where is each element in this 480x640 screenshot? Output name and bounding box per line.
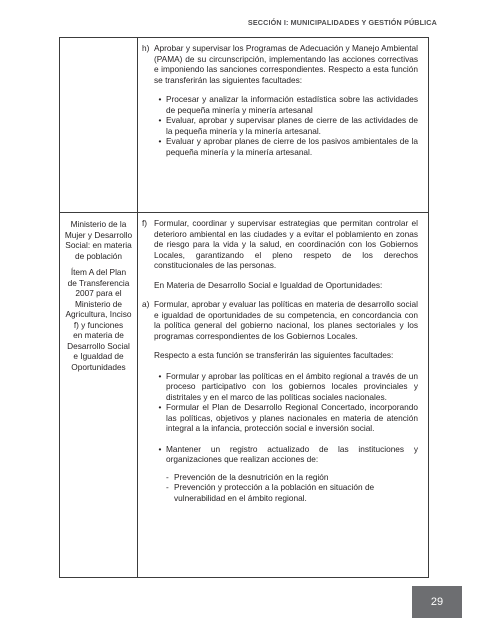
bullet-icon: • xyxy=(158,370,162,381)
dash-item xyxy=(142,482,418,503)
bullet-item xyxy=(142,371,418,403)
entity-line: 2007 para el xyxy=(75,288,122,298)
item-text: Formular, coordinar y supervisar estrategias que permitan controlar el deterioro ambiental en las ciudades y a evitar el poblamiento en zonas de riesgo para la vida y la salud, en coordinación con los Gobiernos Locales, garantizando el pleno respeto de los derechos constitucionales de las personas. xyxy=(154,218,418,270)
bullet-icon: • xyxy=(158,115,162,125)
bullet-text: Evaluar y aprobar planes de cierre de los pasivos ambientales de la pequeña minería y la minería artesanal. xyxy=(166,136,418,157)
item-label: a) xyxy=(142,299,150,309)
entity-line: f) y funciones xyxy=(73,319,124,330)
dash-icon: - xyxy=(166,471,169,482)
list-item-h xyxy=(142,43,418,85)
bullet-item xyxy=(142,136,418,157)
entity-line: Mujer y Desarrollo xyxy=(64,229,133,240)
list-item-a xyxy=(142,299,418,341)
section-header: SECCIÓN I: MUNICIPALIDADES Y GESTIÓN PÚBLICA xyxy=(247,18,437,27)
item-text: Formular, aprobar y evaluar las políticas en materia de desarrollo social e igualdad de oportunidades de su competencia, en concordancia con la política general del gobierno nacional, los planes sectoriales y los programas correspondientes de los Gobiernos Locales. xyxy=(154,299,418,341)
entity-line: Desarrollo Social xyxy=(67,340,130,351)
entity-line: Ministerio de la xyxy=(70,219,127,229)
bullet-icon: • xyxy=(158,136,162,146)
item-label: h) xyxy=(142,43,150,53)
dash-text: Prevención de la desnutrición en la región xyxy=(174,471,329,482)
bullet-icon: • xyxy=(158,402,162,412)
bullet-icon: • xyxy=(158,94,162,104)
bullet-icon: • xyxy=(158,443,162,454)
subheading: En Materia de Desarrollo Social e Igualdad de Oportunidades: xyxy=(154,279,383,290)
row2-left-cell xyxy=(60,213,138,578)
entity-line: de Transferencia xyxy=(67,277,130,288)
bullet-item xyxy=(142,94,418,115)
bullet-text: Mantener un registro actualizado de las instituciones y organizaciones que realizan acciones de: xyxy=(166,443,418,464)
bullet-text: Formular el Plan de Desarrollo Regional Concertado, incorporando las políticas, objetivos y planes nacionales en materia de atención integral a la infancia, protección social e inversión social. xyxy=(166,402,418,433)
bullet-item xyxy=(142,115,418,136)
table-row xyxy=(60,213,429,578)
item-label: f) xyxy=(142,218,148,228)
entity-line: Ministerio de xyxy=(74,298,123,309)
page-number: 29 xyxy=(412,586,462,618)
entity-line: Social: en materia xyxy=(65,240,132,250)
content-table xyxy=(59,37,429,578)
bullet-text: Evaluar, aprobar y supervisar planes de cierre de las actividades de la pequeña minería y la minería artesanal. xyxy=(166,115,418,136)
respecto-text: Respecto a esta función se transferirán las siguientes facultades: xyxy=(154,350,394,360)
dash-text: Prevención y protección a la población en situación de vulnerabilidad en el ámbito regional. xyxy=(174,482,375,503)
table-row xyxy=(60,38,429,213)
row1-left-cell xyxy=(60,38,138,213)
entity-line: de población xyxy=(74,250,123,261)
item-text: Aprobar y supervisar los Programas de Adecuación y Manejo Ambiental (PAMA) de su circunscripción, implementando las acciones correctivas e imponiendo las sanciones correspondientes. Respecto a esta función se transferirán las siguientes facultades: xyxy=(154,43,418,85)
bullet-text: Procesar y analizar la información estadística sobre las actividades de pequeña minería y minería artesanal xyxy=(166,94,418,115)
bullet-item xyxy=(142,402,418,434)
dash-item xyxy=(142,472,418,483)
row1-right-cell xyxy=(138,38,429,213)
bullet-text: Formular y aprobar las políticas en el ámbito regional a través de un proceso participativo con los gobiernos locales provinciales y distritales y en el marco de las políticas sociales nacionales. xyxy=(166,370,418,402)
entity-line: Ítem A del Plan xyxy=(70,267,127,277)
entity-line: Oportunidades xyxy=(71,361,126,372)
bullet-item xyxy=(142,444,418,465)
row2-right-cell xyxy=(138,213,429,578)
dash-icon: - xyxy=(166,482,169,492)
entity-line: Agricultura, Inciso xyxy=(65,309,132,319)
entity-line: e Igualdad de xyxy=(73,351,124,361)
list-item-f xyxy=(142,218,418,271)
entity-line: en materia de xyxy=(73,330,124,340)
